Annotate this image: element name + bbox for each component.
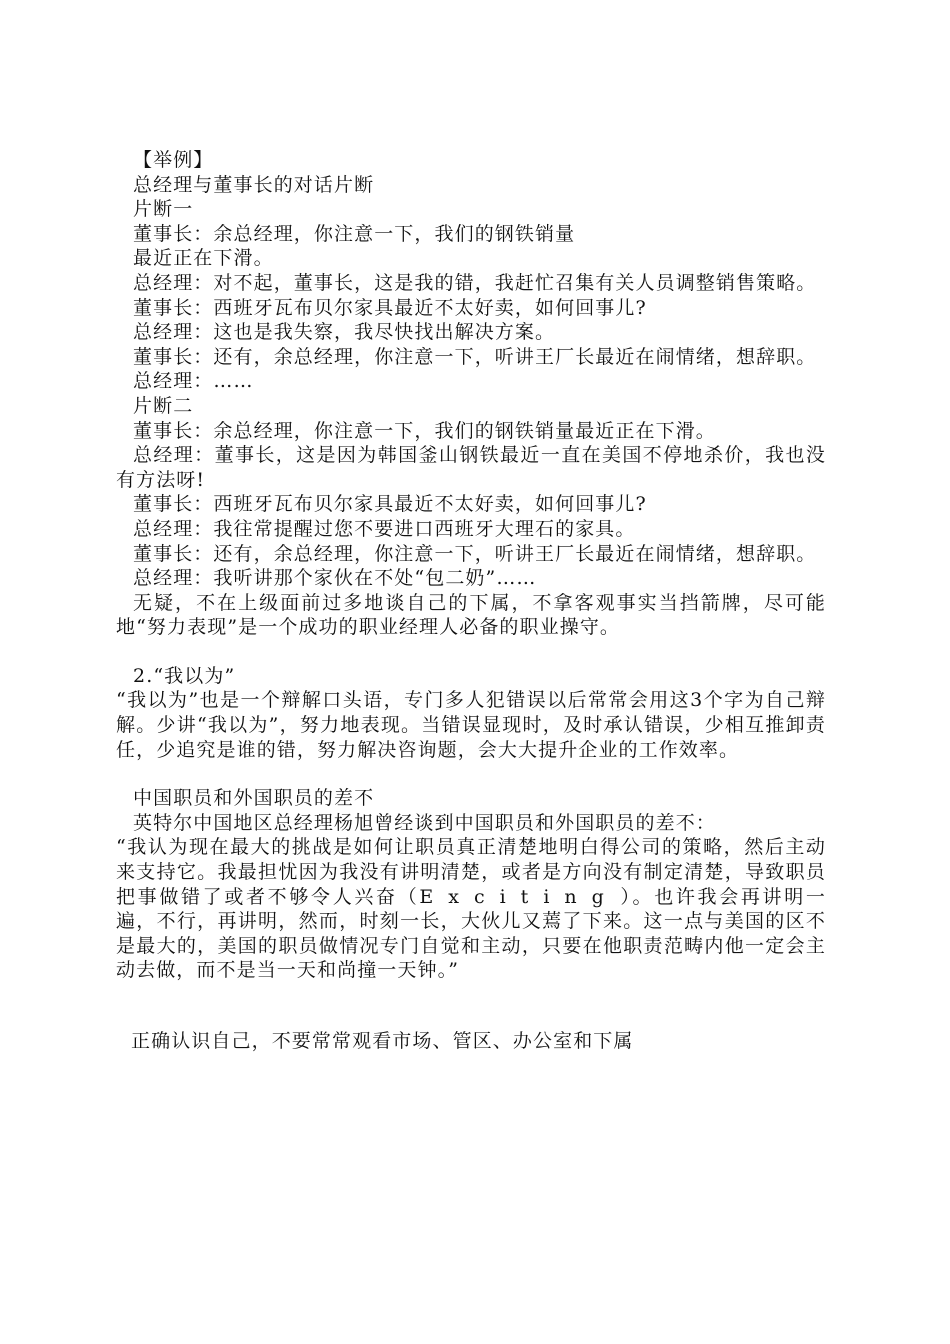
f2-line-1: 董事长：余总经理，你注意一下，我们的钢铁销量最近正在下滑。: [133, 419, 716, 442]
section3-intro: 英特尔中国地区总经理杨旭曾经谈到中国职员和外国职员的差不：: [133, 811, 716, 834]
quote-exciting-word: Exciting: [419, 885, 619, 908]
fragment2-label: 片断二: [133, 394, 194, 417]
conclusion-paragraph: 无疑，不在上级面前过多地谈自己的下属，不拿客观事实当挡箭牌，尽可能地“努力表现”是一个成功的职业经理人必备的职业操守。: [116, 591, 826, 639]
f1-line-2: 最近正在下滑。: [133, 247, 274, 270]
f2-line-2: 总经理：董事长，这是因为韩国釜山钢铁最近一直在美国不停地杀价，我也没有方法呀!: [116, 444, 826, 491]
section3-heading: 中国职员和外国职员的差不: [133, 787, 375, 810]
f2-line-6: 总经理：我听讲那个家伙在不处“包二奶”……: [133, 567, 537, 590]
f1-line-4: 董事长：西班牙瓦布贝尔家具最近不太好卖，如何回事儿?: [133, 296, 647, 319]
f2-line-4: 总经理：我往常提醒过您不要进口西班牙大理石的家具。: [133, 517, 636, 540]
dialogue-title: 总经理与董事长的对话片断: [133, 173, 375, 196]
f1-line-3: 总经理：对不起，董事长，这是我的错，我赶忙召集有关人员调整销售策略。: [133, 271, 817, 294]
f1-line-1: 董事长：余总经理，你注意一下，我们的钢铁销量: [133, 222, 576, 245]
spacer: [116, 983, 826, 1029]
section2-heading: 2.“我以为”: [133, 664, 236, 687]
section4-heading: 正确认识自己，不要常常观看市场、管区、办公室和下属: [131, 1030, 634, 1052]
quote-paragraph: [116, 835, 826, 983]
f1-line-6: 董事长：还有，余总经理，你注意一下，听讲王厂长最近在闹情绪，想辞职。: [133, 345, 817, 368]
spacer: [116, 762, 826, 786]
spacer: [116, 640, 826, 664]
document-page: [116, 148, 826, 1054]
f1-line-5: 总经理：这也是我失察，我尽快找出解决方案。: [133, 321, 556, 344]
quote-part-1: “我认为现在最大的挑战是如何让职员真正清楚地明白得公司的策略，然后主动来支持它。我最担忧因为我没有讲明清楚，或者是方向没有制定清楚，导致职员把事做错了或者不够令人兴奋（: [116, 836, 826, 908]
fragment1-label: 片断一: [133, 198, 194, 221]
quote-part-2: ）。也许我会再讲明一遍，不行，再讲明，然而，时刻一长，大伙儿又蔫了下来。这一点与美国的区不是最大的，美国的职员做情况专门自觉和主动，只要在他职责范畴内他一定会主动去做，而不是当一天和尚撞一天钟。”: [116, 885, 826, 982]
f2-line-3: 董事长：西班牙瓦布贝尔家具最近不太好卖，如何回事儿?: [133, 493, 647, 516]
f1-line-7: 总经理：……: [133, 370, 254, 393]
section2-body: “我以为”也是一个辩解口头语，专门多人犯错误以后常常会用这3个字为自己辩解。少讲“我以为”，努力地表现。当错误显现时，及时承认错误，少相互推卸责任，少追究是谁的错，努力解决咨询题，会大大提升企业的工作效率。: [116, 689, 826, 761]
example-heading: 【举例】: [133, 149, 214, 171]
f2-line-5: 董事长：还有，余总经理，你注意一下，听讲王厂长最近在闹情绪，想辞职。: [133, 542, 817, 565]
